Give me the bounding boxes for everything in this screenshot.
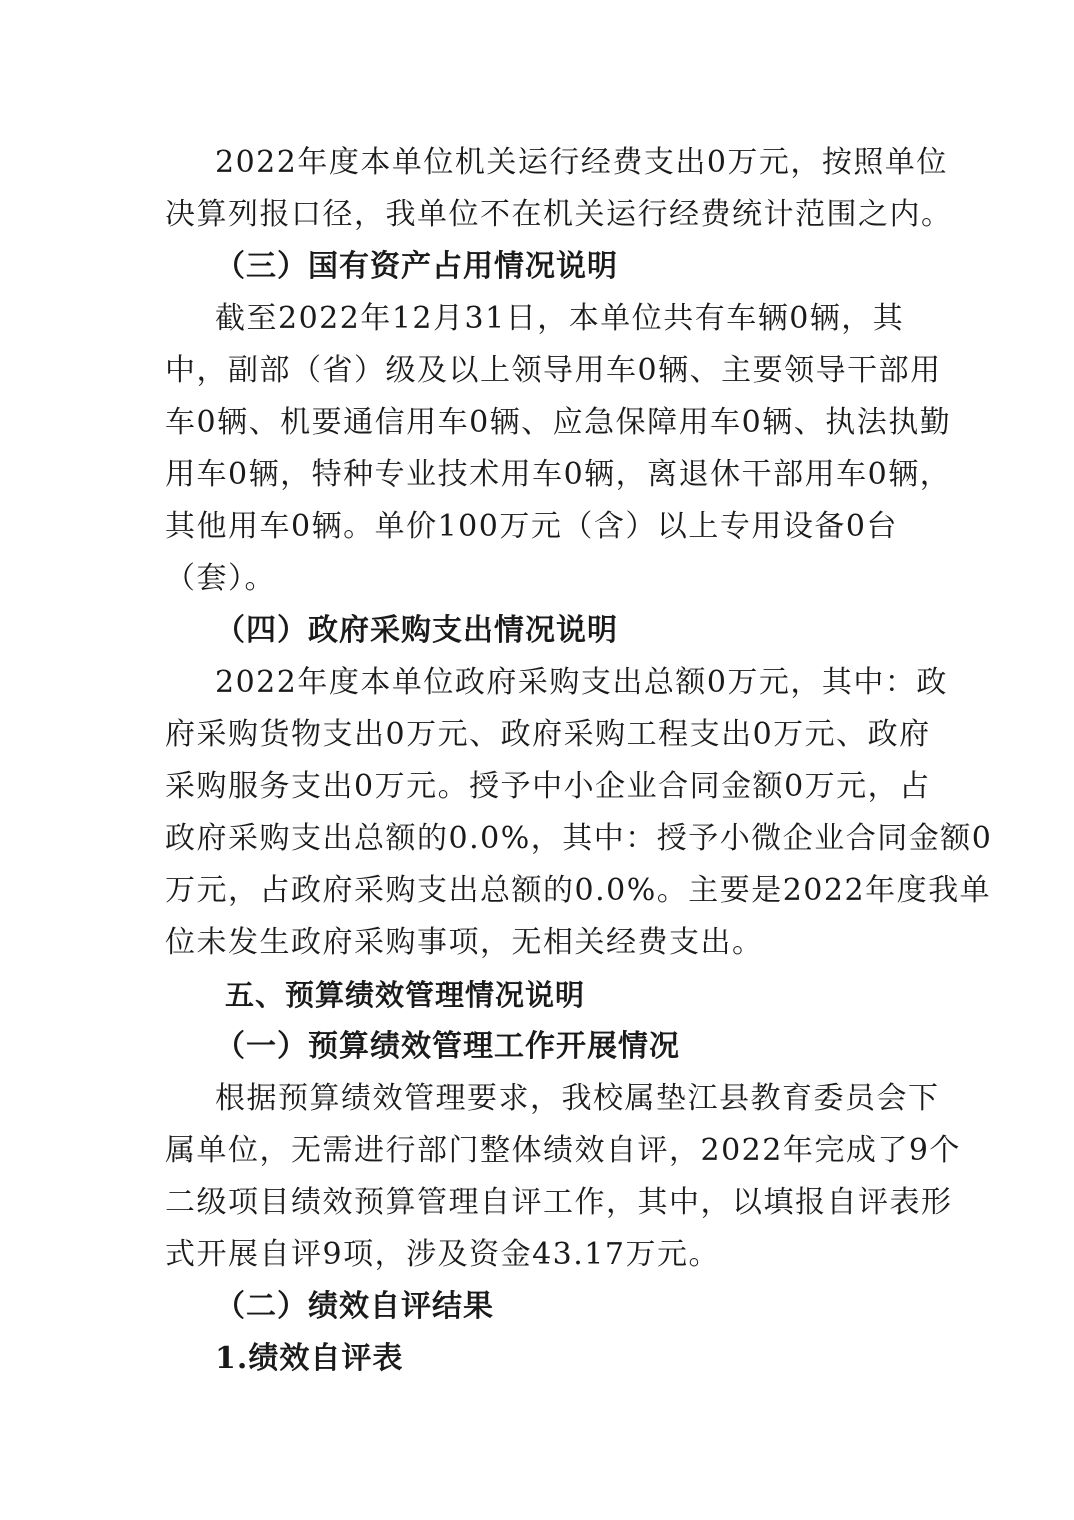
paragraph-line: 根据预算绩效管理要求，我校属垫江县教育委员会下 <box>215 1081 940 1116</box>
paragraph-line: 决算列报口径，我单位不在机关运行经费统计范围之内。 <box>165 197 953 232</box>
paragraph-line: 府采购货物支出0万元、政府采购工程支出0万元、政府 <box>165 717 931 752</box>
paragraph-line: 政府采购支出总额的0.0%，其中：授予小微企业合同金额0 <box>165 821 993 856</box>
paragraph-line: 二级项目绩效预算管理自评工作，其中，以填报自评表形 <box>165 1185 953 1220</box>
section-subheading: （三）国有资产占用情况说明 <box>215 249 618 284</box>
paragraph-line: 中，副部（省）级及以上领导用车0辆、主要领导干部用 <box>165 353 942 388</box>
paragraph-line: 采购服务支出0万元。授予中小企业合同金额0万元，占 <box>165 769 931 804</box>
paragraph-line: （套）。 <box>165 561 276 596</box>
paragraph-line: 截至2022年12月31日，本单位共有车辆0辆，其 <box>215 301 905 336</box>
paragraph-line: 用车0辆，特种专业技术用车0辆，离退休干部用车0辆， <box>165 457 952 492</box>
paragraph-line: 位未发生政府采购事项，无相关经费支出。 <box>165 925 764 960</box>
paragraph-line: 2022年度本单位政府采购支出总额0万元，其中：政 <box>215 665 948 700</box>
paragraph-line: 万元，占政府采购支出总额的0.0%。主要是2022年度我单 <box>165 873 992 908</box>
section-heading: 五、预算绩效管理情况说明 <box>225 978 586 1012</box>
section-subheading: （四）政府采购支出情况说明 <box>215 613 618 648</box>
paragraph-line: 属单位，无需进行部门整体绩效自评，2022年完成了9个 <box>165 1133 961 1168</box>
section-subheading: 1.绩效自评表 <box>215 1341 404 1376</box>
paragraph-line: 式开展自评9项，涉及资金43.17万元。 <box>165 1237 720 1272</box>
section-subheading: （一）预算绩效管理工作开展情况 <box>215 1029 680 1064</box>
paragraph-line: 2022年度本单位机关运行经费支出0万元，按照单位 <box>215 145 948 180</box>
paragraph-line: 车0辆、机要通信用车0辆、应急保障用车0辆、执法执勤 <box>165 405 952 440</box>
paragraph-line: 其他用车0辆。单价100万元（含）以上专用设备0台 <box>165 509 898 544</box>
section-subheading: （二）绩效自评结果 <box>215 1289 494 1324</box>
